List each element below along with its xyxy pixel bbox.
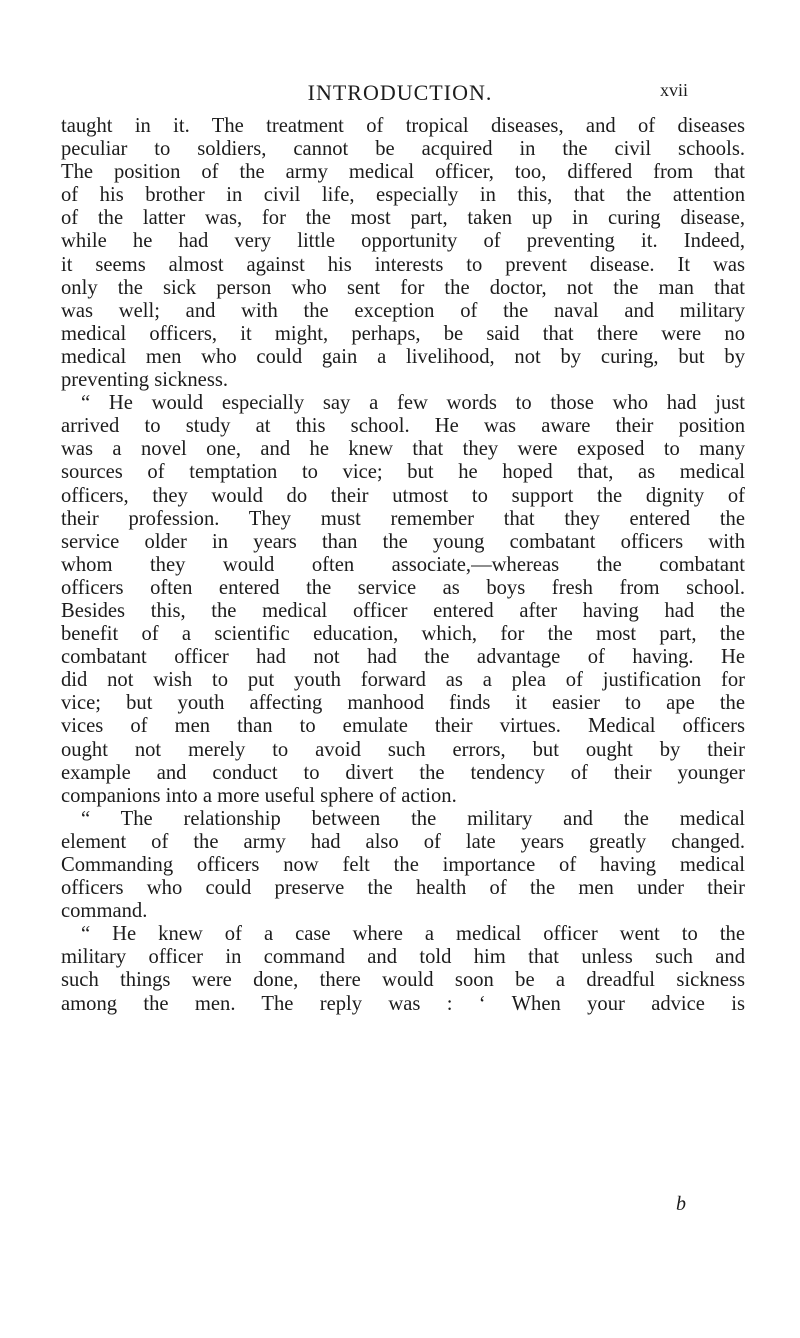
text-line: did not wish to put youth forward as a plea of justification for xyxy=(61,669,745,692)
text-line: arrived to study at this school. He was aware their position xyxy=(61,415,745,438)
text-line: “ He would especially say a few words to those who had just xyxy=(81,392,745,415)
text-line: Besides this, the medical officer entered after having had the xyxy=(61,599,745,622)
text-line: of his brother in civil life, especially in this, that the attention xyxy=(61,184,745,207)
text-line: officers, they would do their utmost to support the dignity of xyxy=(61,484,745,507)
body-text xyxy=(61,115,745,1016)
text-line: only the sick person who sent for the doctor, not the man that xyxy=(61,276,745,299)
text-line: “ He knew of a case where a medical officer went to the xyxy=(81,923,745,946)
text-line: of the latter was, for the most part, taken up in curing disease, xyxy=(61,207,745,230)
text-line: officers who could preserve the health of the men under their xyxy=(61,877,745,900)
text-line: was a novel one, and he knew that they were exposed to many xyxy=(61,438,745,461)
text-line: was well; and with the exception of the naval and military xyxy=(61,299,745,322)
signature-mark: b xyxy=(676,1193,686,1215)
text-line: service older in years than the young combatant officers with xyxy=(61,530,745,553)
text-line: officers often entered the service as boys fresh from school. xyxy=(61,576,745,599)
text-line: such things were done, there would soon be a dreadful sickness xyxy=(61,969,745,992)
text-line: taught in it. The treatment of tropical diseases, and of diseases xyxy=(61,115,745,137)
text-line: “ The relationship between the military and the medical xyxy=(81,807,745,830)
text-line: The position of the army medical officer, too, differed from that xyxy=(61,161,745,184)
page-header xyxy=(0,80,800,112)
text-line: among the men. The reply was : ‘ When your advice is xyxy=(61,992,745,1015)
text-line: preventing sickness. xyxy=(61,369,229,392)
text-line: benefit of a scientific education, which, for the most part, the xyxy=(61,623,745,646)
text-line: peculiar to soldiers, cannot be acquired in the civil schools. xyxy=(61,138,745,161)
text-line: military officer in command and told him that unless such and xyxy=(61,946,745,969)
text-line: medical men who could gain a livelihood, not by curing, but by xyxy=(61,345,745,368)
text-line: their profession. They must remember that they entered the xyxy=(61,507,745,530)
text-line: ought not merely to avoid such errors, but ought by their xyxy=(61,738,745,761)
text-line: while he had very little opportunity of preventing it. Indeed, xyxy=(61,230,745,253)
text-line: example and conduct to divert the tendency of their younger xyxy=(61,761,745,784)
text-line: vices of men than to emulate their virtues. Medical officers xyxy=(61,715,745,738)
text-line: element of the army had also of late years greatly changed. xyxy=(61,830,745,853)
text-line: vice; but youth affecting manhood finds it easier to ape the xyxy=(61,692,745,715)
text-line: companions into a more useful sphere of action. xyxy=(61,784,457,807)
text-line: Commanding officers now felt the importance of having medical xyxy=(61,854,745,876)
page-number: xvii xyxy=(659,80,688,100)
text-line: command. xyxy=(61,900,148,923)
text-line: whom they would often associate,—whereas the combatant xyxy=(61,553,745,576)
text-line: medical officers, it might, perhaps, be said that there were no xyxy=(61,322,745,345)
text-line: it seems almost against his interests to prevent disease. It was xyxy=(61,253,745,276)
text-line: sources of temptation to vice; but he hoped that, as medical xyxy=(61,461,745,484)
running-head: INTRODUCTION. xyxy=(307,80,493,105)
text-line: combatant officer had not had the advantage of having. He xyxy=(61,646,745,669)
